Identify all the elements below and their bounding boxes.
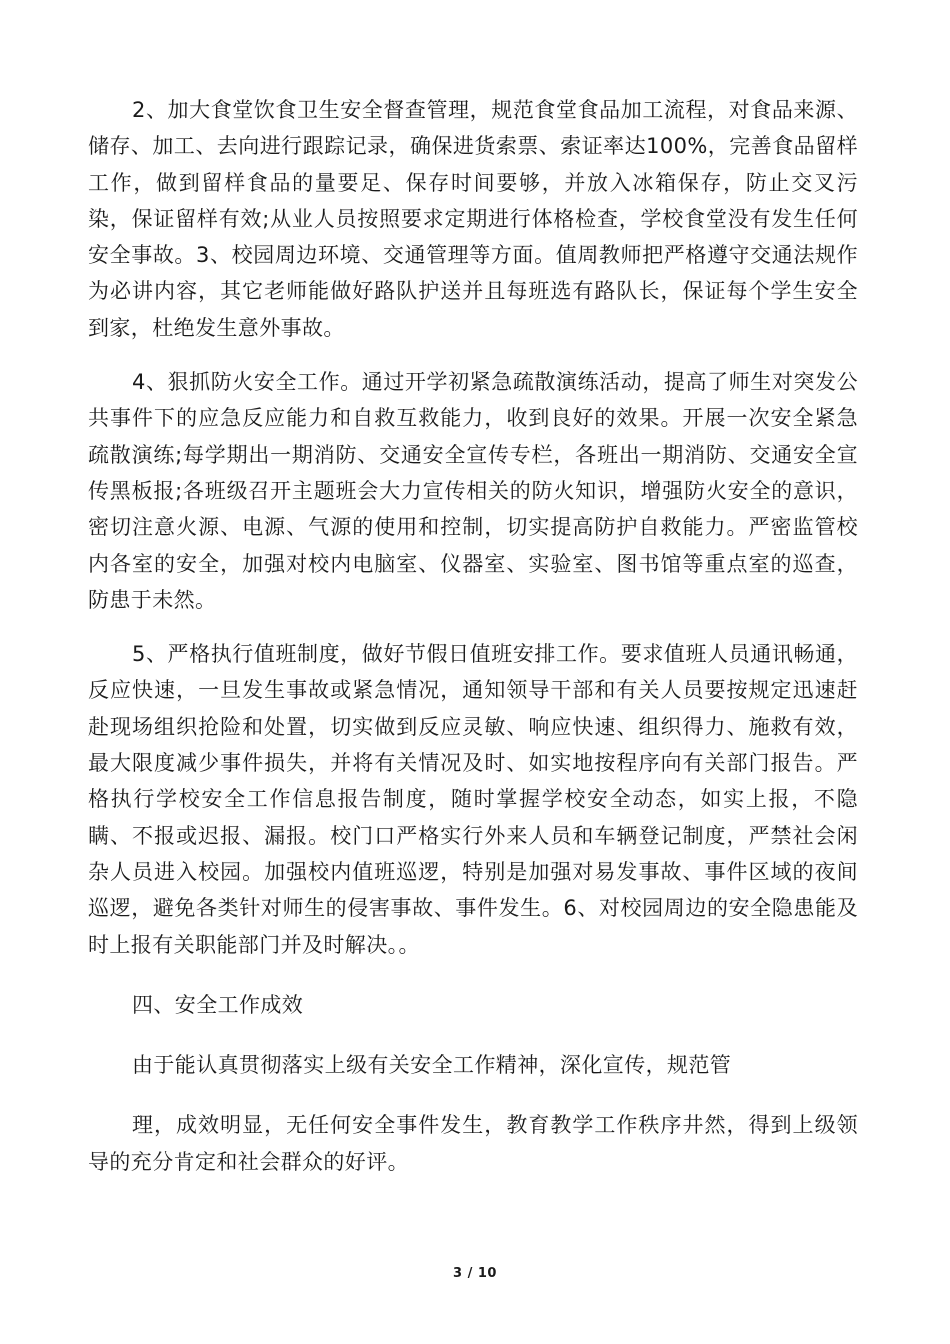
paragraph-results-body: 理，成效明显，无任何安全事件发生，教育教学工作秩序井然，得到上级领导的充分肯定和社会群众的好评。 [88, 1113, 858, 1174]
paragraph-food-safety: 2、加大食堂饮食卫生安全督查管理，规范食堂食品加工流程，对食品来源、储存、加工、去向进行跟踪记录，确保进货索票、索证率达100%，完善食品留样工作，做到留样食品的量要足、保存时间要够，并放入冰箱保存，防止交叉污染，保证留样有效;从业人员按照要求定期进行体格检查，学校食堂没有发生任何安全事故。3、校园周边环境、交通管理等方面。值周教师把严格遵守交通法规作为必讲内容，其它老师能做好路队护送并且每班选有路队长，保证每个学生安全到家，杜绝发生意外事故。 [88, 98, 858, 340]
paragraph-duty-system: 5、严格执行值班制度，做好节假日值班安排工作。要求值班人员通讯畅通，反应快速，一旦发生事故或紧急情况，通知领导干部和有关人员要按规定迅速赶赴现场组织抢险和处置，切实做到反应灵敏、响应快速、组织得力、施救有效，最大限度减少事件损失，并将有关情况及时、如实地按程序向有关部门报告。严格执行学校安全工作信息报告制度，随时掌握学校安全动态，如实上报，不隐瞒、不报或迟报、漏报。校门口严格实行外来人员和车辆登记制度，严禁社会闲杂人员进入校园。加强校内值班巡逻，特别是加强对易发事故、事件区域的夜间巡逻，避免各类针对师生的侵害事故、事件发生。6、对校园周边的安全隐患能及时上报有关职能部门并及时解决。。 [88, 642, 858, 957]
paragraph-results-intro: 由于能认真贯彻落实上级有关安全工作精神，深化宣传，规范管 [132, 1053, 732, 1078]
document-body [88, 92, 858, 1180]
paragraph-fire-safety: 4、狠抓防火安全工作。通过开学初紧急疏散演练活动，提高了师生对突发公共事件下的应急反应能力和自救互救能力，收到良好的效果。开展一次安全紧急疏散演练;每学期出一期消防、交通安全宣传专栏，各班出一期消防、交通安全宣传黑板报;各班级召开主题班会大力宣传相关的防火知识，增强防火安全的意识，密切注意火源、电源、气源的使用和控制，切实提高防护自救能力。严密监管校内各室的安全，加强对校内电脑室、仪器室、实验室、图书馆等重点室的巡查，防患于未然。 [88, 370, 858, 612]
section-heading-results: 四、安全工作成效 [132, 992, 304, 1017]
page-number: 3 / 10 [453, 1266, 497, 1281]
